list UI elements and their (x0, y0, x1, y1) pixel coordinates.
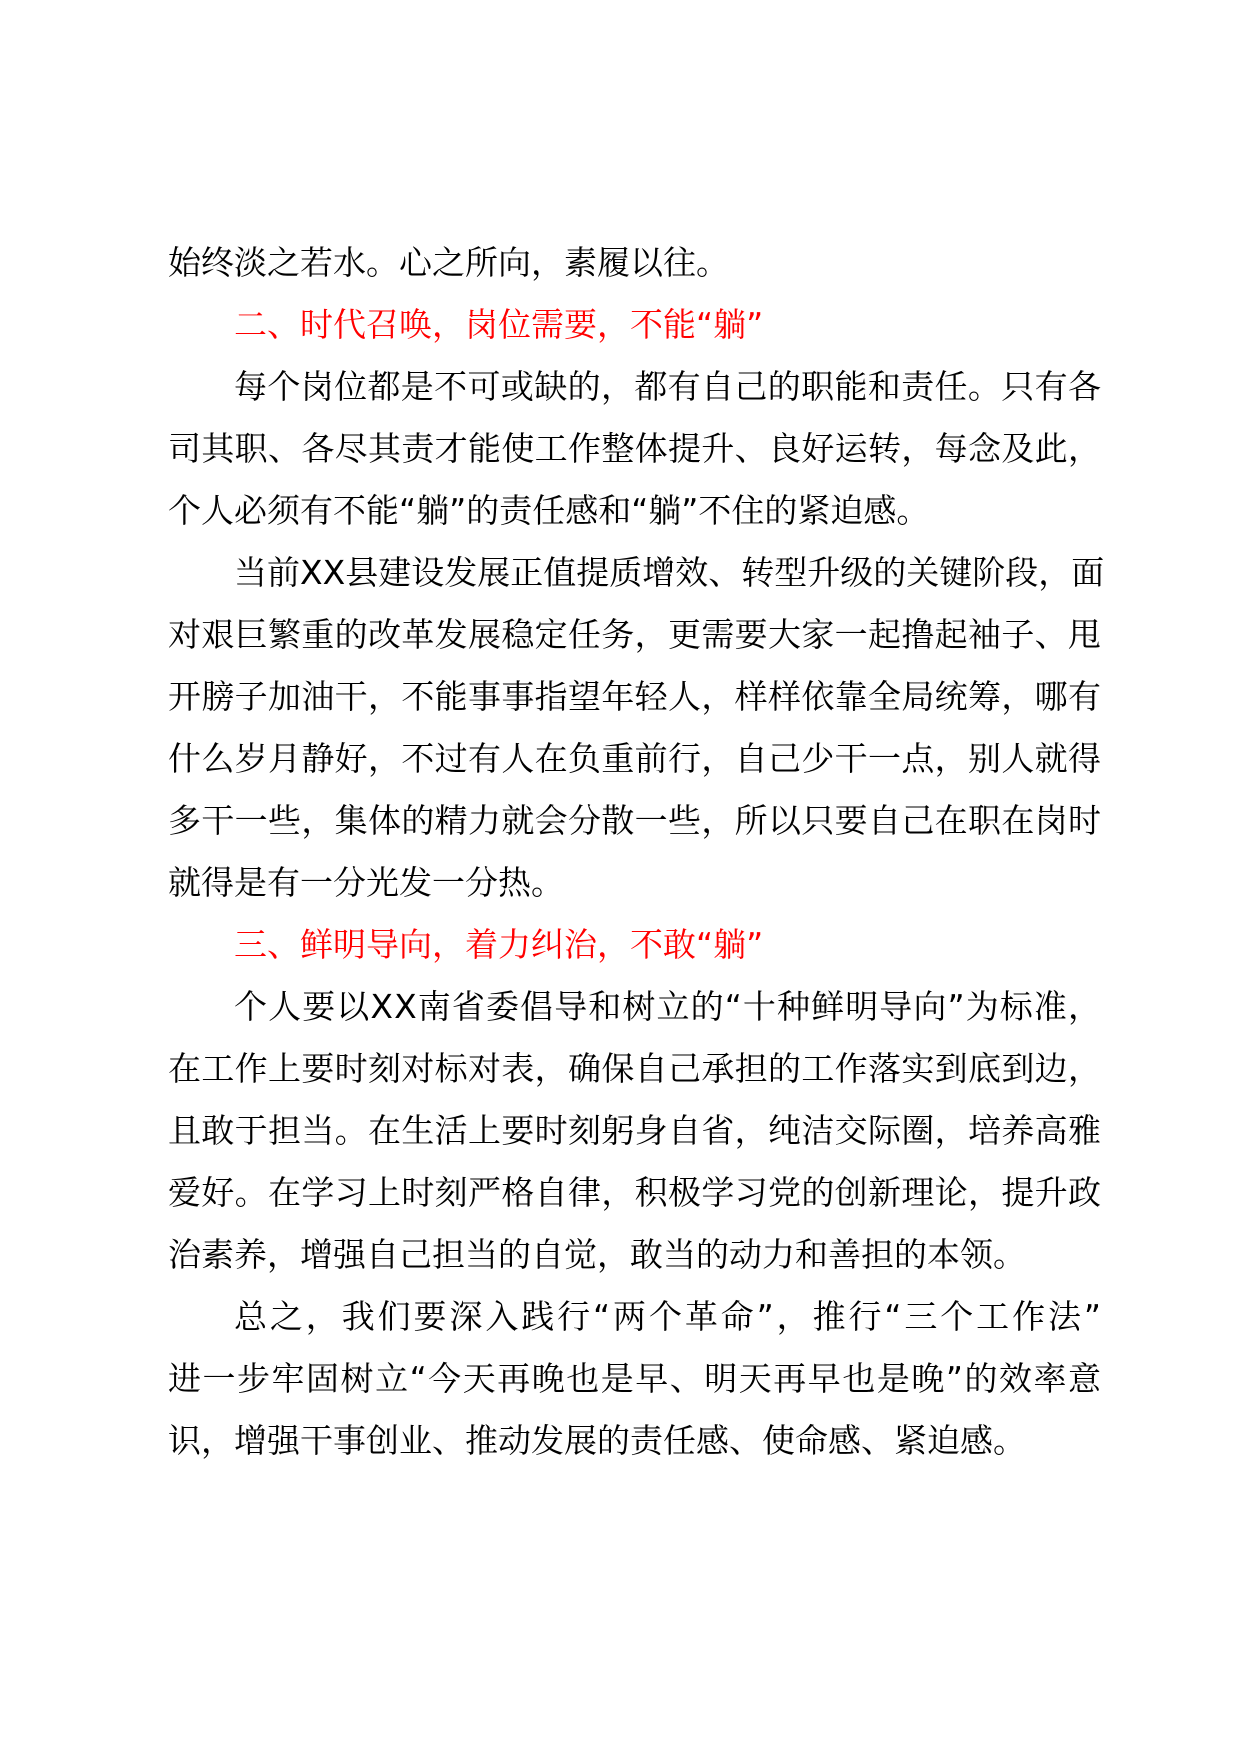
document-line (168, 790, 1101, 852)
line-text: 个人要以XX南省委倡导和树立的“十种鲜明导向”为标准， (234, 987, 1103, 1026)
document-line (168, 604, 1101, 666)
line-text: 总之，我们要深入践行“两个革命”，推行“三个工作法” (234, 1297, 1104, 1336)
document-line (168, 1410, 1101, 1472)
line-text: 司其职、各尽其责才能使工作整体提升、良好运转，每念及此， (168, 429, 1102, 468)
line-text: 且敢于担当。在生活上要时刻躬身自省，纯洁交际圈，培养高雅 (168, 1111, 1102, 1150)
document-line (168, 1100, 1101, 1162)
line-text: 识，增强干事创业、推动发展的责任感、使命感、紧迫感。 (168, 1421, 1026, 1460)
line-text: 多干一些，集体的精力就会分散一些，所以只要自己在职在岗时 (168, 801, 1102, 840)
document-line (168, 232, 1101, 294)
line-text: 进一步牢固树立“今天再晚也是早、明天再早也是晚”的效率意 (168, 1359, 1103, 1398)
document-line (168, 976, 1101, 1038)
document-line (168, 1348, 1101, 1410)
section-heading (168, 914, 1101, 976)
document-line (168, 666, 1101, 728)
document-line (168, 728, 1101, 790)
line-text: 当前XX县建设发展正值提质增效、转型升级的关键阶段，面 (234, 553, 1105, 592)
line-text: 始终淡之若水。心之所向，素履以往。 (168, 243, 729, 282)
document-line (168, 1286, 1104, 1348)
document-line (168, 418, 1101, 480)
document-body (168, 232, 1105, 1472)
document-line (168, 542, 1105, 604)
line-text: 开膀子加油干，不能事事指望年轻人，样样依靠全局统筹，哪有 (168, 677, 1102, 716)
document-line (168, 1162, 1101, 1224)
document-line (168, 356, 1101, 418)
document-line (168, 1224, 1101, 1286)
section-heading-text: 三、鲜明导向，着力纠治，不敢“躺” (234, 925, 764, 964)
document-line (168, 1038, 1101, 1100)
line-text: 治素养，增强自己担当的自觉，敢当的动力和善担的本领。 (168, 1235, 1026, 1274)
line-text: 在工作上要时刻对标对表，确保自己承担的工作落实到底到边， (168, 1049, 1102, 1088)
document-line (168, 852, 1101, 914)
line-text: 对艰巨繁重的改革发展稳定任务，更需要大家一起撸起袖子、甩 (168, 615, 1102, 654)
document-line (168, 480, 1101, 542)
line-text: 个人必须有不能“躺”的责任感和“躺”不住的紧迫感。 (168, 491, 930, 530)
line-text: 什么岁月静好，不过有人在负重前行，自己少干一点，别人就得 (168, 739, 1102, 778)
section-heading-text: 二、时代召唤，岗位需要，不能“躺” (234, 305, 764, 344)
line-text: 爱好。在学习上时刻严格自律，积极学习党的创新理论，提升政 (168, 1173, 1102, 1212)
line-text: 每个岗位都是不可或缺的，都有自己的职能和责任。只有各 (234, 367, 1102, 406)
section-heading (168, 294, 1101, 356)
line-text: 就得是有一分光发一分热。 (168, 863, 564, 902)
